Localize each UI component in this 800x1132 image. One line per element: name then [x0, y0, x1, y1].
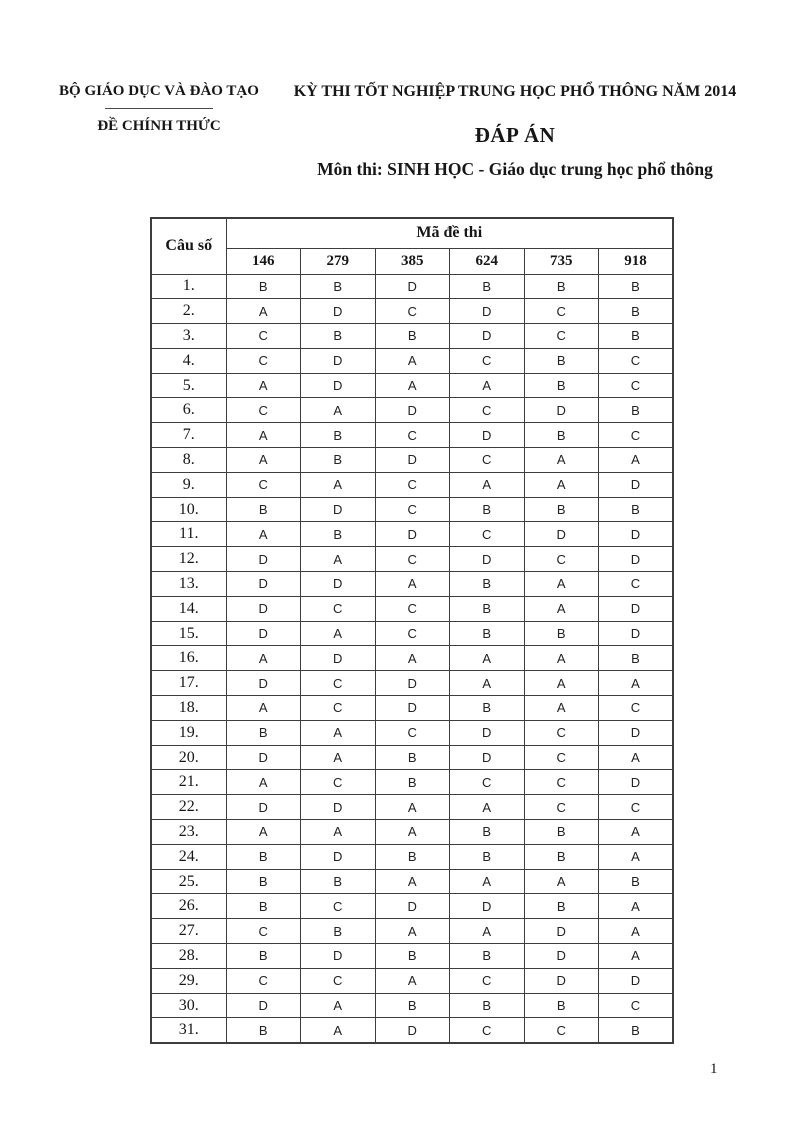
question-number: 9.: [151, 472, 226, 497]
answer-cell: D: [226, 795, 301, 820]
table-row: [151, 720, 673, 745]
answer-cell: D: [599, 522, 674, 547]
answer-cell: A: [226, 646, 301, 671]
answer-cell: B: [226, 1018, 301, 1043]
question-number: 5.: [151, 373, 226, 398]
answer-cell: B: [226, 844, 301, 869]
question-number: 31.: [151, 1018, 226, 1043]
answer-cell: A: [226, 448, 301, 473]
answer-cell: C: [599, 795, 674, 820]
header-underline: [105, 108, 213, 109]
answer-cell: A: [450, 795, 525, 820]
question-number-header: Câu số: [151, 218, 226, 274]
answer-cell: B: [524, 993, 599, 1018]
answer-cell: B: [599, 398, 674, 423]
answer-cell: B: [450, 696, 525, 721]
question-number: 16.: [151, 646, 226, 671]
answer-cell: A: [375, 373, 450, 398]
answer-cell: C: [599, 373, 674, 398]
answer-cell: C: [226, 968, 301, 993]
answer-cell: D: [375, 448, 450, 473]
answer-cell: C: [226, 472, 301, 497]
answer-cell: D: [226, 993, 301, 1018]
answer-cell: B: [301, 324, 376, 349]
question-number: 17.: [151, 671, 226, 696]
question-number: 12.: [151, 547, 226, 572]
question-number: 27.: [151, 919, 226, 944]
answer-cell: A: [599, 919, 674, 944]
answer-cell: D: [226, 621, 301, 646]
answer-cell: D: [226, 572, 301, 597]
answer-cell: D: [450, 423, 525, 448]
table-row: [151, 423, 673, 448]
table-row: [151, 671, 673, 696]
answer-cell: B: [524, 348, 599, 373]
answer-cell: B: [524, 844, 599, 869]
answer-cell: D: [599, 968, 674, 993]
answer-cell: B: [450, 844, 525, 869]
answer-cell: A: [375, 572, 450, 597]
question-number: 10.: [151, 497, 226, 522]
answer-cell: C: [524, 299, 599, 324]
answer-cell: D: [226, 547, 301, 572]
answer-cell: D: [450, 745, 525, 770]
question-number: 13.: [151, 572, 226, 597]
table-row: [151, 497, 673, 522]
answer-cell: A: [301, 472, 376, 497]
answer-key-title: ĐÁP ÁN: [474, 123, 556, 147]
answer-cell: A: [375, 968, 450, 993]
question-number: 29.: [151, 968, 226, 993]
answer-cell: B: [226, 720, 301, 745]
question-number: 1.: [151, 274, 226, 299]
answer-cell: C: [375, 621, 450, 646]
answer-cell: C: [524, 324, 599, 349]
answer-cell: D: [450, 720, 525, 745]
answer-cell: A: [301, 547, 376, 572]
exam-code-header: 735: [524, 248, 599, 274]
answer-cell: A: [226, 522, 301, 547]
question-number: 22.: [151, 795, 226, 820]
question-number: 3.: [151, 324, 226, 349]
answer-cell: C: [450, 348, 525, 373]
answer-cell: B: [301, 919, 376, 944]
table-row: [151, 299, 673, 324]
table-row: [151, 869, 673, 894]
answer-cell: B: [450, 993, 525, 1018]
answer-cell: A: [375, 869, 450, 894]
answer-cell: A: [599, 671, 674, 696]
page-number: 1: [710, 1061, 718, 1077]
answer-cell: B: [450, 274, 525, 299]
table-row: [151, 472, 673, 497]
answer-cell: A: [375, 919, 450, 944]
answer-cell: A: [599, 894, 674, 919]
table-row: [151, 646, 673, 671]
answer-cell: A: [375, 646, 450, 671]
answer-cell: D: [450, 324, 525, 349]
question-number: 8.: [151, 448, 226, 473]
table-row: [151, 324, 673, 349]
table-row: [151, 696, 673, 721]
answer-cell: B: [524, 820, 599, 845]
answer-cell: C: [450, 770, 525, 795]
answer-cell: A: [450, 869, 525, 894]
answer-cell: B: [375, 745, 450, 770]
answer-cell: D: [524, 522, 599, 547]
answer-cell: C: [524, 720, 599, 745]
answer-cell: D: [301, 646, 376, 671]
answer-cell: D: [375, 1018, 450, 1043]
answer-key-table: [150, 217, 674, 1044]
table-row: [151, 919, 673, 944]
answer-cell: A: [301, 745, 376, 770]
answer-cell: D: [301, 572, 376, 597]
answer-cell: B: [226, 944, 301, 969]
answer-cell: D: [599, 621, 674, 646]
exam-code-header: 385: [375, 248, 450, 274]
answer-cell: D: [226, 671, 301, 696]
table-row: [151, 547, 673, 572]
header-row-codes: [151, 248, 673, 274]
answer-cell: B: [375, 844, 450, 869]
answer-cell: D: [524, 944, 599, 969]
table-row: [151, 373, 673, 398]
table-row: [151, 572, 673, 597]
answer-cell: A: [301, 720, 376, 745]
question-number: 20.: [151, 745, 226, 770]
exam-code-header: 624: [450, 248, 525, 274]
answer-cell: B: [599, 1018, 674, 1043]
answer-cell: A: [599, 944, 674, 969]
answer-cell: B: [524, 423, 599, 448]
question-number: 11.: [151, 522, 226, 547]
answer-cell: B: [599, 274, 674, 299]
answer-cell: C: [301, 968, 376, 993]
answer-cell: D: [450, 547, 525, 572]
table-row: [151, 894, 673, 919]
question-number: 26.: [151, 894, 226, 919]
answer-cell: D: [599, 770, 674, 795]
answer-cell: B: [450, 497, 525, 522]
answer-cell: B: [524, 621, 599, 646]
question-number: 19.: [151, 720, 226, 745]
exam-code-header: 918: [599, 248, 674, 274]
answer-cell: B: [450, 596, 525, 621]
table-row: [151, 968, 673, 993]
answer-cell: A: [524, 472, 599, 497]
answer-cell: B: [450, 820, 525, 845]
answer-cell: D: [375, 398, 450, 423]
answer-cell: D: [599, 720, 674, 745]
answer-cell: C: [450, 522, 525, 547]
answer-cell: A: [301, 398, 376, 423]
answer-cell: A: [524, 646, 599, 671]
answer-cell: D: [375, 696, 450, 721]
answer-cell: C: [450, 1018, 525, 1043]
answer-cell: C: [524, 770, 599, 795]
answer-cell: B: [524, 894, 599, 919]
exam-code-group-header: Mã đề thi: [226, 218, 673, 248]
answer-cell: A: [524, 572, 599, 597]
answer-cell: A: [450, 646, 525, 671]
answer-cell: B: [375, 993, 450, 1018]
answer-cell: B: [226, 497, 301, 522]
answer-cell: C: [226, 919, 301, 944]
answer-cell: B: [524, 497, 599, 522]
answer-cell: C: [599, 993, 674, 1018]
answer-cell: D: [301, 299, 376, 324]
answer-cell: D: [301, 795, 376, 820]
table-row: [151, 944, 673, 969]
answer-cell: B: [301, 423, 376, 448]
answer-cell: A: [226, 423, 301, 448]
exam-code-header: 279: [301, 248, 376, 274]
answer-cell: D: [450, 299, 525, 324]
answer-cell: B: [375, 944, 450, 969]
answer-cell: C: [450, 448, 525, 473]
answer-cell: A: [301, 621, 376, 646]
answer-cell: D: [599, 596, 674, 621]
answer-cell: B: [450, 944, 525, 969]
answer-cell: A: [301, 993, 376, 1018]
table-header: [151, 218, 673, 274]
answer-cell: B: [226, 894, 301, 919]
answer-cell: A: [524, 869, 599, 894]
answer-cell: A: [226, 770, 301, 795]
answer-cell: B: [301, 522, 376, 547]
answer-cell: D: [524, 398, 599, 423]
answer-cell: C: [226, 398, 301, 423]
question-number: 2.: [151, 299, 226, 324]
table-row: [151, 993, 673, 1018]
answer-cell: D: [375, 274, 450, 299]
answer-cell: A: [226, 299, 301, 324]
question-number: 21.: [151, 770, 226, 795]
answer-cell: A: [301, 1018, 376, 1043]
answer-cell: B: [599, 497, 674, 522]
table-row: [151, 398, 673, 423]
answer-cell: C: [450, 398, 525, 423]
answer-cell: A: [450, 472, 525, 497]
answer-cell: D: [301, 844, 376, 869]
subject-line: Môn thi: SINH HỌC - Giáo dục trung học phổ thông: [317, 159, 713, 179]
answer-cell: C: [301, 770, 376, 795]
answer-cell: B: [226, 869, 301, 894]
answer-cell: B: [301, 869, 376, 894]
question-number: 24.: [151, 844, 226, 869]
answer-cell: D: [226, 745, 301, 770]
answer-cell: D: [524, 968, 599, 993]
table-row: [151, 621, 673, 646]
answer-cell: A: [301, 820, 376, 845]
header-right-block: [282, 83, 748, 180]
answer-cell: A: [450, 919, 525, 944]
answer-cell: A: [226, 820, 301, 845]
answer-cell: B: [226, 274, 301, 299]
answer-cell: C: [524, 547, 599, 572]
answer-cell: C: [375, 596, 450, 621]
answer-cell: A: [524, 671, 599, 696]
answer-cell: C: [226, 324, 301, 349]
answer-cell: A: [226, 373, 301, 398]
answer-cell: C: [375, 299, 450, 324]
answer-cell: C: [301, 596, 376, 621]
question-number: 23.: [151, 820, 226, 845]
answer-cell: A: [375, 820, 450, 845]
table-row: [151, 274, 673, 299]
question-number: 7.: [151, 423, 226, 448]
table-row: [151, 522, 673, 547]
answer-cell: B: [599, 299, 674, 324]
answer-cell: A: [375, 348, 450, 373]
answer-cell: D: [599, 547, 674, 572]
exam-title: KỲ THI TỐT NGHIỆP TRUNG HỌC PHỔ THÔNG NĂM 2014: [293, 83, 737, 100]
question-number: 15.: [151, 621, 226, 646]
question-number: 6.: [151, 398, 226, 423]
question-number: 14.: [151, 596, 226, 621]
header-left-block: [40, 83, 278, 135]
answer-cell: A: [450, 373, 525, 398]
answer-cell: C: [375, 497, 450, 522]
table-row: [151, 448, 673, 473]
answer-cell: D: [524, 919, 599, 944]
answer-cell: D: [450, 894, 525, 919]
answer-cell: D: [226, 596, 301, 621]
answer-cell: C: [524, 1018, 599, 1043]
answer-cell: A: [226, 696, 301, 721]
answer-cell: C: [524, 745, 599, 770]
answer-cell: C: [599, 348, 674, 373]
answer-cell: B: [375, 324, 450, 349]
answer-cell: C: [301, 894, 376, 919]
answer-table-body: [151, 274, 673, 1043]
answer-cell: B: [599, 646, 674, 671]
exam-status-label: ĐỀ CHÍNH THỨC: [97, 118, 221, 134]
answer-cell: B: [301, 448, 376, 473]
question-number: 18.: [151, 696, 226, 721]
answer-cell: C: [301, 671, 376, 696]
question-number: 25.: [151, 869, 226, 894]
answer-cell: C: [599, 696, 674, 721]
table-row: [151, 348, 673, 373]
answer-cell: A: [375, 795, 450, 820]
answer-cell: C: [375, 720, 450, 745]
table-row: [151, 1018, 673, 1043]
answer-cell: B: [599, 324, 674, 349]
answer-cell: D: [599, 472, 674, 497]
table-row: [151, 745, 673, 770]
answer-cell: B: [301, 274, 376, 299]
answer-cell: C: [599, 572, 674, 597]
table-row: [151, 844, 673, 869]
answer-cell: A: [599, 844, 674, 869]
answer-cell: C: [226, 348, 301, 373]
answer-cell: A: [599, 745, 674, 770]
answer-cell: D: [301, 497, 376, 522]
answer-cell: A: [524, 696, 599, 721]
answer-cell: D: [301, 944, 376, 969]
header-row-group: [151, 218, 673, 248]
question-number: 28.: [151, 944, 226, 969]
answer-cell: A: [450, 671, 525, 696]
answer-cell: B: [524, 274, 599, 299]
ministry-name: BỘ GIÁO DỤC VÀ ĐÀO TẠO: [59, 83, 259, 99]
exam-code-header: 146: [226, 248, 301, 274]
answer-cell: C: [599, 423, 674, 448]
answer-cell: D: [375, 522, 450, 547]
answer-cell: D: [301, 373, 376, 398]
answer-cell: A: [599, 448, 674, 473]
answer-cell: B: [450, 621, 525, 646]
answer-cell: B: [524, 373, 599, 398]
answer-cell: B: [599, 869, 674, 894]
table-row: [151, 596, 673, 621]
answer-cell: D: [301, 348, 376, 373]
answer-cell: A: [524, 596, 599, 621]
answer-cell: D: [375, 894, 450, 919]
question-number: 4.: [151, 348, 226, 373]
table-row: [151, 770, 673, 795]
table-row: [151, 820, 673, 845]
table-row: [151, 795, 673, 820]
answer-cell: C: [375, 472, 450, 497]
answer-cell: C: [524, 795, 599, 820]
answer-cell: C: [375, 423, 450, 448]
answer-cell: A: [524, 448, 599, 473]
answer-cell: B: [450, 572, 525, 597]
answer-cell: D: [375, 671, 450, 696]
answer-cell: B: [375, 770, 450, 795]
answer-cell: A: [599, 820, 674, 845]
answer-cell: C: [375, 547, 450, 572]
answer-cell: C: [450, 968, 525, 993]
question-number: 30.: [151, 993, 226, 1018]
answer-cell: C: [301, 696, 376, 721]
